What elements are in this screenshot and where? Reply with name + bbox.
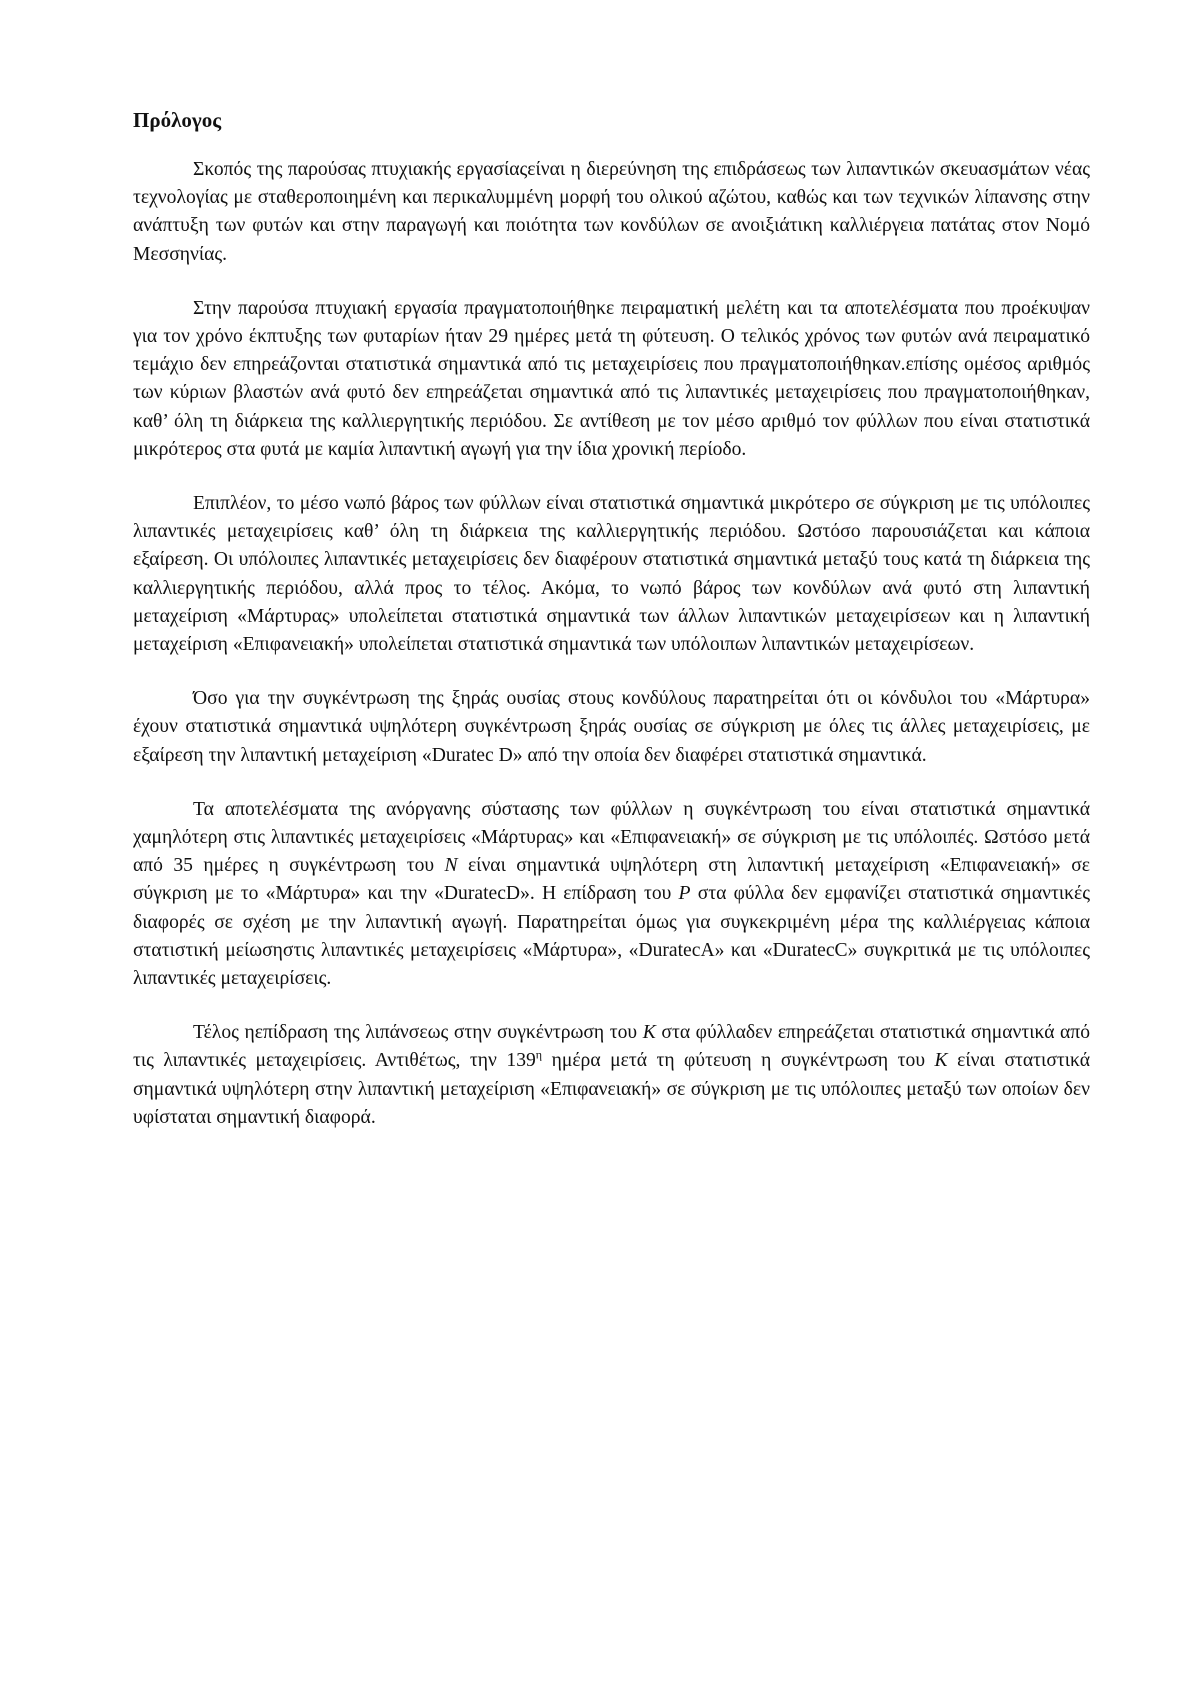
ordinal-superscript: η — [535, 1047, 543, 1062]
paragraph-experiment-results: Στην παρούσα πτυχιακή εργασία πραγματοποιήθηκε πειραματική μελέτη και τα αποτελέσματα που προέκυψαν για τον χρόνο έκπτυξης των φυταρίων ήταν 29 ημέρες μετά τη φύτευση. Ο τελικός χρόνος των φυτών ανά πειραματικό τεμάχιο δεν επηρεάζονται στατιστικά σημαντικά από τις μεταχειρίσεις που πραγματοποιήθηκαν.επίσης ομέσος αριθμός των κύριων βλαστών ανά φυτό δεν επηρεάζεται σημαντικά από τις λιπαντικές μεταχειρίσεις που πραγματοποιήθηκαν, καθ’ όλη τη διάρκεια της καλλιεργητικής περιόδου. Σε αντίθεση με τον μέσο αριθμό τον φύλλων που είναι στατιστικά μικρότερος στα φυτά με καμία λιπαντική αγωγή για την ίδια χρονική περίοδο. — [133, 297, 1090, 460]
text-segment: είναι στατιστικά σημαντικά υψηλότερη στην λιπαντική μεταχείριση «Επιφανειακή» σε σύγκριση με τις υπόλοιπες μεταξύ των οποίων δεν υφίσταται σημαντική διαφορά. — [133, 1050, 1090, 1128]
phosphorus-symbol: P — [678, 883, 691, 905]
text-segment: στα φύλλα δεν εμφανίζει στατιστικά σημαντικές διαφορές σε σχέση με την λιπαντική αγωγή. Παρατηρείται όμως για συγκεκριμένη μέρα της καλλιέργειας κάποια στατιστική μείωσηστις λιπαντικές μεταχειρίσεις «Μάρτυρα», «DuratecA» και «DuratecC» συγκριτικά με τις υπόλοιπες λιπαντικές μεταχειρίσεις. — [133, 883, 1090, 990]
text-segment: είναι σημαντικά υψηλότερη στη λιπαντική μεταχείριση «Επιφανειακή» σε σύγκριση με το «Μάρτυρα» και την «DuratecD». Η επίδραση του — [133, 855, 1091, 905]
text-segment: ημέρα μετά τη φύτευση η συγκέντρωση του — [542, 1050, 935, 1072]
paragraph-dry-matter: Όσο για την συγκέντρωση της ξηράς ουσίας στους κονδύλους παρατηρείται ότι οι κόνδυλοι του «Μάρτυρα» έχουν στατιστικά σημαντικά υψηλότερη συγκέντρωση ξηράς ουσίας σε σύγκριση με όλες τις άλλες μεταχειρίσεις, με εξαίρεση την λιπαντική μεταχείριση «Duratec D» από την οποία δεν διαφέρει στατιστικά σημαντικά. — [133, 688, 1090, 766]
potassium-symbol: K — [934, 1050, 948, 1072]
paragraph-purpose: Σκοπός της παρούσας πτυχιακής εργασίαςείναι η διερεύνηση της επιδράσεως των λιπαντικών σκευασμάτων νέας τεχνολογίας με σταθεροποιημένη και περικαλυμμένη μορφή του ολικού αζώτου, καθώς και των τεχνικών λίπανσης στην ανάπτυξη των φυτών και στην παραγωγή και ποιότητα των κονδύλων σε ανοιξιάτικη καλλιέργεια πατάτας στον Νομό Μεσσηνίας. — [133, 159, 1090, 265]
potassium-symbol: K — [642, 1022, 656, 1044]
text-segment: στα φύλλαδεν επηρεάζεται στατιστικά σημαντικά από τις λιπαντικές μεταχειρίσεις. Αντιθέτως, την 139 — [133, 1022, 1090, 1072]
text-segment: Τέλος ηεπίδραση της λιπάνσεως στην συγκέντρωση του — [193, 1022, 643, 1044]
text-segment: Τα αποτελέσματα της ανόργανης σύστασης των φύλλων η συγκέντρωση του είναι στατιστικά σημαντικά χαμηλότερη στις λιπαντικές μεταχειρίσεις «Μάρτυρας» και «Επιφανειακή» σε σύγκριση με τις υπόλοιπές. Ωστόσο μετά από 35 ημέρες η συγκέντρωση του — [133, 798, 1090, 877]
paragraph-potassium — [133, 1019, 1090, 1132]
paragraph-leaf-composition — [133, 796, 1090, 993]
page-title: Πρόλογος — [133, 108, 222, 132]
paragraph-fresh-weight: Επιπλέον, το μέσο νωπό βάρος των φύλλων είναι στατιστικά σημαντικά μικρότερο σε σύγκριση με τις υπόλοιπες λιπαντικές μεταχειρίσεις καθ’ όλη τη διάρκεια της καλλιεργητικής περιόδου. Ωστόσο παρουσιάζεται και κάποια εξαίρεση. Οι υπόλοιπες λιπαντικές μεταχειρίσεις δεν διαφέρουν στατιστικά σημαντικά μεταξύ τους κατά τη διάρκεια της καλλιεργητικής περιόδου, αλλά προς το τέλος. Ακόμα, το νωπό βάρος των κονδύλων ανά φυτό στη λιπαντική μεταχείριση «Μάρτυρας» υπολείπεται στατιστικά σημαντικά των άλλων λιπαντικών μεταχειρίσεων και η λιπαντική μεταχείριση «Επιφανειακή» υπολείπεται στατιστικά σημαντικά των υπόλοιπων λιπαντικών μεταχειρίσεων. — [133, 493, 1090, 656]
document-body — [133, 156, 1090, 1158]
nitrogen-symbol: N — [444, 855, 458, 877]
